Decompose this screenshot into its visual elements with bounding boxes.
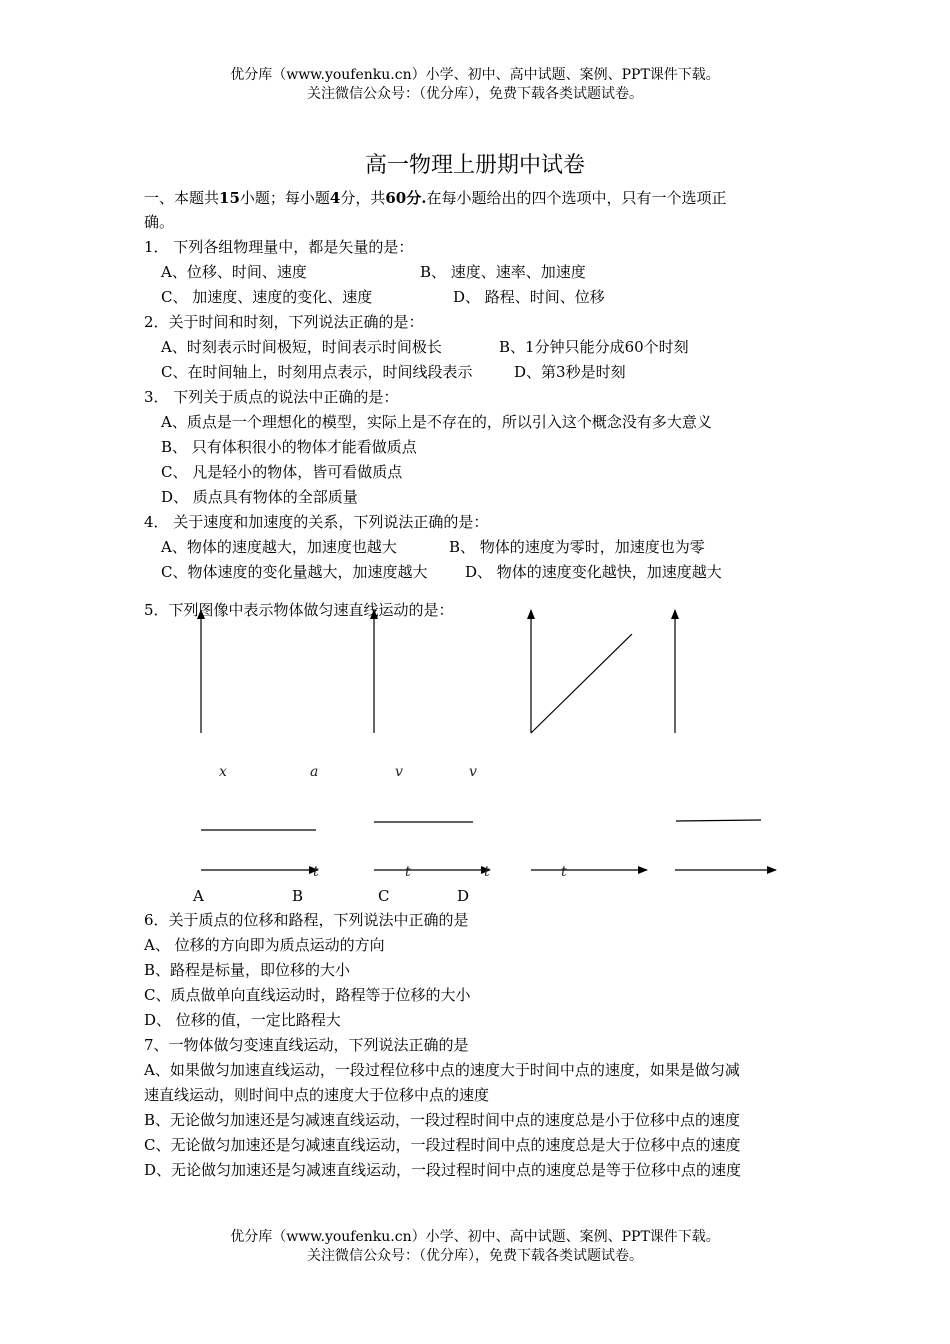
footer-line-1: 优分库（www.youfenku.cn）小学、初中、高中试题、案例、PPT课件下载。	[230, 1229, 720, 1245]
q6-option-d: D、 位移的值，一定比路程大	[144, 1011, 341, 1029]
q3-stem: 3． 下列关于质点的说法中正确的是：	[144, 388, 399, 406]
q7-option-a-line1: A、如果做匀加速直线运动，一段过程位移中点的速度大于时间中点的速度，如果是做匀减	[144, 1061, 740, 1079]
instr-mid1: 小题；每小题	[239, 189, 330, 207]
header-line-2: 关注微信公众号：（优分库），免费下载各类试题试卷。	[307, 86, 643, 102]
graph-c-t-label: t	[484, 864, 490, 880]
q7-option-d: D、无论做匀加速还是匀减速直线运动，一段过程时间中点的速度总是等于位移中点的速度	[144, 1161, 742, 1179]
q4-stem: 4． 关于速度和加速度的关系，下列说法正确的是：	[144, 513, 489, 531]
graph-d-t-label: t	[561, 864, 567, 880]
q2-option-d: D、第3秒是时刻	[514, 363, 626, 381]
q7-stem: 7、一物体做匀变速直线运动，下列说法正确的是	[144, 1036, 469, 1054]
graph-b-axis-label: a	[310, 764, 319, 780]
q4-option-b: B、 物体的速度为零时，加速度也为零	[449, 538, 705, 556]
graph-a-axis-label: x	[219, 764, 227, 780]
q1-option-c: C、 加速度、速度的变化、速度	[161, 288, 373, 306]
graph-d-horizontal-line	[676, 820, 761, 821]
instr-total-points: 60	[385, 189, 407, 207]
q6-option-b: B、路程是标量，即位移的大小	[144, 961, 351, 979]
graph-c-axis-label: v	[395, 764, 403, 780]
q3-option-a: A、质点是一个理想化的模型，实际上是不存在的，所以引入这个概念没有多大意义	[161, 413, 712, 431]
q3-option-b: B、 只有体积很小的物体才能看做质点	[161, 438, 417, 456]
graph-d-axis-label: v	[469, 764, 477, 780]
graph-b-t-label: t	[405, 864, 411, 880]
q1-option-a: A、位移、时间、速度	[161, 263, 307, 281]
graph-option-a: A	[193, 887, 204, 905]
q6-stem: 6．关于质点的位移和路程，下列说法中正确的是	[144, 911, 469, 929]
q4-option-d: D、 物体的速度变化越快，加速度越大	[465, 563, 722, 581]
graph-c-diagonal-line	[531, 634, 632, 733]
graph-option-d: D	[457, 887, 470, 905]
q6-option-a: A、 位移的方向即为质点运动的方向	[144, 936, 385, 954]
header-line-1: 优分库（www.youfenku.cn）小学、初中、高中试题、案例、PPT课件下载。	[230, 67, 720, 83]
q4-option-c: C、物体速度的变化量越大，加速度越大	[161, 563, 428, 581]
q2-stem: 2．关于时间和时刻，下列说法正确的是：	[144, 313, 424, 331]
page-title: 高一物理上册期中试卷	[364, 153, 585, 178]
q1-stem: 1． 下列各组物理量中，都是矢量的是：	[144, 238, 414, 256]
q2-option-a: A、时刻表示时间极短，时间表示时间极长	[161, 338, 442, 356]
q1-option-b: B、 速度、速率、加速度	[420, 263, 586, 281]
instr-mid2: 分，共	[340, 189, 386, 207]
q7-option-c: C、无论做匀加速还是匀减速直线运动，一段过程时间中点的速度总是大于位移中点的速度	[144, 1136, 741, 1154]
q2-option-c: C、在时间轴上，时刻用点表示，时间线段表示	[161, 363, 473, 381]
q1-option-d: D、 路程、时间、位移	[453, 288, 605, 306]
q3-option-c: C、 凡是轻小的物体，皆可看做质点	[161, 463, 403, 481]
q4-option-a: A、物体的速度越大，加速度也越大	[161, 538, 397, 556]
graph-a-t-label: t	[313, 864, 319, 880]
section-instructions-cont: 确。	[144, 213, 175, 231]
q7-option-a-line2: 速直线运动，则时间中点的速度大于位移中点的速度	[144, 1086, 490, 1104]
q5-stem: 5．下列图像中表示物体做匀速直线运动的是：	[144, 601, 454, 619]
graph-option-b: B	[292, 887, 304, 905]
q7-option-b: B、无论做匀加速还是匀减速直线运动，一段过程时间中点的速度总是小于位移中点的速度	[144, 1111, 741, 1129]
footer-line-2: 关注微信公众号：（优分库），免费下载各类试题试卷。	[307, 1248, 643, 1264]
q3-option-d: D、 质点具有物体的全部质量	[161, 488, 358, 506]
instr-question-count: 15	[219, 189, 240, 207]
instr-points-each: 4	[329, 189, 341, 207]
instr-pre: 一、本题共	[144, 189, 220, 207]
instr-mid3: 分.	[406, 189, 427, 207]
instr-rest: 在每小题给出的四个选项中，只有一个选项正	[426, 189, 727, 207]
q6-option-c: C、质点做单向直线运动时，路程等于位移的大小	[144, 986, 471, 1004]
q2-option-b: B、1分钟只能分成60个时刻	[499, 338, 689, 356]
graph-option-c: C	[378, 887, 390, 905]
